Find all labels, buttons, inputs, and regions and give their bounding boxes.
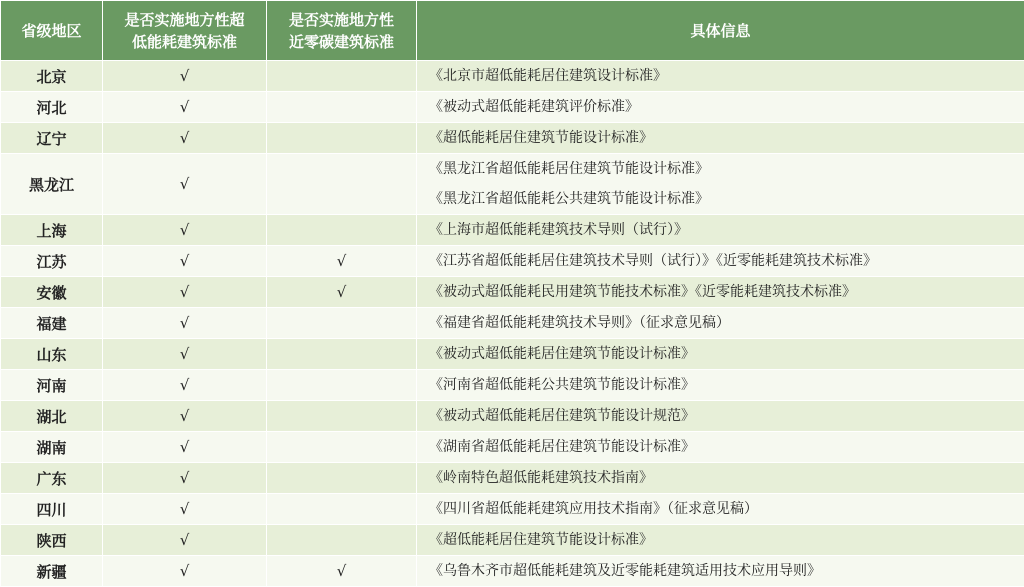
region-cell: 山东 xyxy=(1,339,103,370)
ultra-low-check-cell: √ xyxy=(103,92,267,123)
near-zero-check-cell xyxy=(267,463,417,494)
table-row xyxy=(1,123,1024,154)
ultra-low-check-cell: √ xyxy=(103,61,267,92)
region-cell: 辽宁 xyxy=(1,123,103,154)
table-row xyxy=(1,154,1024,215)
info-cell xyxy=(417,339,1024,370)
region-cell: 上海 xyxy=(1,215,103,246)
table-header xyxy=(1,1,1024,61)
ultra-low-check-cell: √ xyxy=(103,494,267,525)
info-cell xyxy=(417,92,1024,123)
table-row xyxy=(1,556,1024,587)
near-zero-check-cell xyxy=(267,123,417,154)
region-cell: 新疆 xyxy=(1,556,103,587)
ultra-low-check-cell: √ xyxy=(103,525,267,556)
standard-document-title: 《上海市超低能耗建筑技术导则（试行）》 xyxy=(429,215,1024,245)
header-ultra-low-line1: 是否实施地方性超 xyxy=(103,9,266,31)
header-info: 具体信息 xyxy=(417,1,1024,61)
header-near-zero-line2: 近零碳建筑标准 xyxy=(267,31,416,53)
region-cell: 安徽 xyxy=(1,277,103,308)
near-zero-check-cell: √ xyxy=(267,246,417,277)
info-cell xyxy=(417,494,1024,525)
table-row xyxy=(1,246,1024,277)
standard-document-title: 《岭南特色超低能耗建筑技术指南》 xyxy=(429,463,1024,493)
table-row xyxy=(1,525,1024,556)
header-near-zero-standard xyxy=(267,1,417,61)
standard-document-title: 《被动式超低能耗建筑评价标准》 xyxy=(429,92,1024,122)
info-cell xyxy=(417,61,1024,92)
ultra-low-check-cell: √ xyxy=(103,154,267,215)
header-region: 省级地区 xyxy=(1,1,103,61)
table-body xyxy=(1,61,1024,587)
near-zero-check-cell xyxy=(267,494,417,525)
header-ultra-low-line2: 低能耗建筑标准 xyxy=(103,31,266,53)
table-row xyxy=(1,401,1024,432)
ultra-low-check-cell: √ xyxy=(103,308,267,339)
info-cell xyxy=(417,463,1024,494)
ultra-low-check-cell: √ xyxy=(103,123,267,154)
standard-document-title: 《被动式超低能耗民用建筑节能技术标准》《近零能耗建筑技术标准》 xyxy=(429,277,1024,307)
standard-document-title: 《黑龙江省超低能耗居住建筑节能设计标准》 xyxy=(429,154,1024,184)
region-cell: 福建 xyxy=(1,308,103,339)
standard-document-title: 《北京市超低能耗居住建筑设计标准》 xyxy=(429,61,1024,91)
info-cell xyxy=(417,432,1024,463)
standard-document-title: 《福建省超低能耗建筑技术导则》（征求意见稿） xyxy=(429,308,1024,338)
near-zero-check-cell xyxy=(267,401,417,432)
standard-document-title: 《黑龙江省超低能耗公共建筑节能设计标准》 xyxy=(429,184,1024,214)
near-zero-check-cell xyxy=(267,339,417,370)
ultra-low-check-cell: √ xyxy=(103,432,267,463)
ultra-low-check-cell: √ xyxy=(103,401,267,432)
info-cell xyxy=(417,556,1024,587)
info-cell xyxy=(417,308,1024,339)
near-zero-check-cell: √ xyxy=(267,277,417,308)
header-ultra-low-standard xyxy=(103,1,267,61)
ultra-low-check-cell: √ xyxy=(103,277,267,308)
near-zero-check-cell xyxy=(267,308,417,339)
ultra-low-check-cell: √ xyxy=(103,246,267,277)
near-zero-check-cell xyxy=(267,154,417,215)
standard-document-title: 《被动式超低能耗居住建筑节能设计规范》 xyxy=(429,401,1024,431)
table-row xyxy=(1,61,1024,92)
info-cell xyxy=(417,215,1024,246)
region-cell: 河北 xyxy=(1,92,103,123)
table-row xyxy=(1,215,1024,246)
near-zero-check-cell xyxy=(267,92,417,123)
header-row xyxy=(1,1,1024,61)
standard-document-title: 《江苏省超低能耗居住建筑技术导则（试行）》《近零能耗建筑技术标准》 xyxy=(429,246,1024,276)
info-cell xyxy=(417,525,1024,556)
region-cell: 陕西 xyxy=(1,525,103,556)
region-cell: 湖南 xyxy=(1,432,103,463)
info-cell xyxy=(417,246,1024,277)
table-row xyxy=(1,463,1024,494)
table-row xyxy=(1,494,1024,525)
region-cell: 江苏 xyxy=(1,246,103,277)
table-row xyxy=(1,92,1024,123)
ultra-low-check-cell: √ xyxy=(103,463,267,494)
table-row xyxy=(1,277,1024,308)
table-row xyxy=(1,339,1024,370)
standard-document-title: 《四川省超低能耗建筑应用技术指南》（征求意见稿） xyxy=(429,494,1024,524)
ultra-low-check-cell: √ xyxy=(103,370,267,401)
info-cell xyxy=(417,154,1024,215)
standard-document-title: 《河南省超低能耗公共建筑节能设计标准》 xyxy=(429,370,1024,400)
region-cell: 广东 xyxy=(1,463,103,494)
info-cell xyxy=(417,277,1024,308)
standard-document-title: 《超低能耗居住建筑节能设计标准》 xyxy=(429,525,1024,555)
info-cell xyxy=(417,123,1024,154)
near-zero-check-cell xyxy=(267,215,417,246)
ultra-low-check-cell: √ xyxy=(103,556,267,587)
info-cell xyxy=(417,370,1024,401)
region-cell: 四川 xyxy=(1,494,103,525)
header-near-zero-line1: 是否实施地方性 xyxy=(267,9,416,31)
standard-document-title: 《超低能耗居住建筑节能设计标准》 xyxy=(429,123,1024,153)
near-zero-check-cell xyxy=(267,525,417,556)
region-cell: 北京 xyxy=(1,61,103,92)
table-row xyxy=(1,432,1024,463)
near-zero-check-cell xyxy=(267,432,417,463)
near-zero-check-cell xyxy=(267,61,417,92)
near-zero-check-cell xyxy=(267,370,417,401)
table-row xyxy=(1,308,1024,339)
standard-document-title: 《湖南省超低能耗居住建筑节能设计标准》 xyxy=(429,432,1024,462)
table-row xyxy=(1,370,1024,401)
ultra-low-check-cell: √ xyxy=(103,339,267,370)
near-zero-check-cell: √ xyxy=(267,556,417,587)
ultra-low-check-cell: √ xyxy=(103,215,267,246)
region-cell: 河南 xyxy=(1,370,103,401)
standard-document-title: 《乌鲁木齐市超低能耗建筑及近零能耗建筑适用技术应用导则》 xyxy=(429,556,1024,586)
info-cell xyxy=(417,401,1024,432)
standard-document-title: 《被动式超低能耗居住建筑节能设计标准》 xyxy=(429,339,1024,369)
region-cell: 湖北 xyxy=(1,401,103,432)
region-cell: 黑龙江 xyxy=(1,154,103,215)
